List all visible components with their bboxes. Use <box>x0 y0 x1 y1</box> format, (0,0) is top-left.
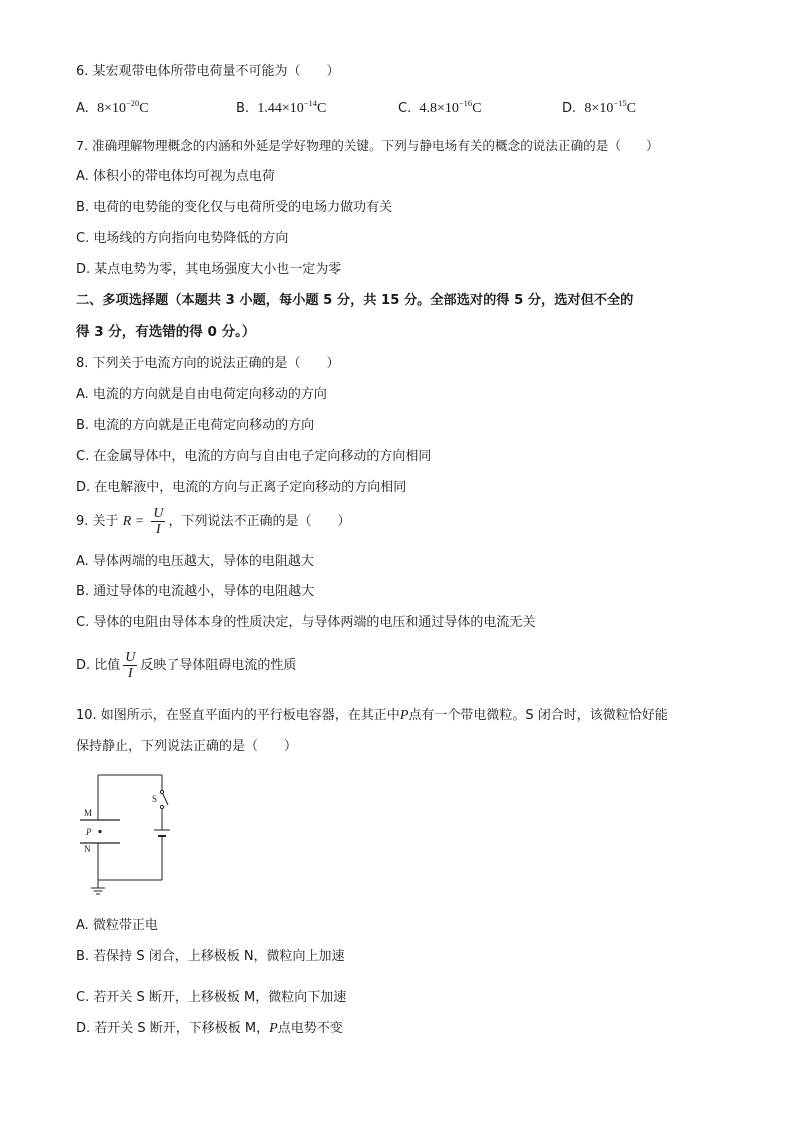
q6-option-a: A. $8\times 10^{-20}C$ <box>76 98 149 116</box>
section-heading-line1: 二、多项选择题（本题共 3 小题，每小题 5 分，共 15 分。全部选对的得 5 分，选对但不全的 <box>76 293 634 308</box>
label-s: S <box>152 794 158 804</box>
q7-stem: 7. 准确理解物理概念的内涵和外延是学好物理的关键。下列与静电场有关的概念的说法正确的是（ ） <box>76 138 659 153</box>
q9-option-a: A. 导体两端的电压越大，导体的电阻越大 <box>76 554 314 569</box>
section-heading-line2: 得 3 分，有选错的得 0 分。） <box>76 324 256 340</box>
q9-option-c: C. 导体的电阻由导体本身的性质决定，与导体两端的电压和通过导体的电流无关 <box>76 615 536 630</box>
q7-option-c: C. 电场线的方向指向电势降低的方向 <box>76 231 289 246</box>
switch-blade <box>162 792 168 805</box>
q10-option-d: D. 若开关 S 断开，下移极板 M，P点电势不变 <box>76 1021 343 1036</box>
q8-stem: 8. 下列关于电流方向的说法正确的是（ ） <box>76 356 340 371</box>
particle-dot <box>98 830 101 833</box>
q10-option-b: B. 若保持 S 闭合，上移极板 N，微粒向上加速 <box>76 949 345 964</box>
q7-option-d: D. 某点电势为零，其电场强度大小也一定为零 <box>76 262 342 277</box>
fraction-u-over-i-d: $\frac{U}{I}$ <box>125 650 136 681</box>
label-n: N <box>84 844 91 854</box>
q8-option-a: A. 电流的方向就是自由电荷定向移动的方向 <box>76 387 327 402</box>
q9-option-b: B. 通过导体的电流越小，导体的电阻越大 <box>76 584 315 599</box>
label-m: M <box>84 808 93 818</box>
formula-r: R = <box>122 514 145 529</box>
q10-option-a: A. 微粒带正电 <box>76 918 158 933</box>
capacitor-circuit-diagram <box>70 770 180 895</box>
q6-option-c: C. $4.8\times 10^{-16}C$ <box>398 98 482 116</box>
q6-stem: 6. 某宏观带电体所带电荷量不可能为（ ） <box>76 64 340 79</box>
q9-stem: 9. 关于 R = $\frac{U}{I}$ ，下列说法不正确的是（ ） <box>76 506 351 537</box>
q6-option-d: D. $8\times 10^{-15}C$ <box>562 98 636 116</box>
q9-option-d: D. 比值 $\frac{U}{I}$ 反映了导体阻碍电流的性质 <box>76 650 297 681</box>
q10-option-c: C. 若开关 S 断开，上移极板 M，微粒向下加速 <box>76 990 347 1005</box>
q7-option-a: A. 体积小的带电体均可视为点电荷 <box>76 169 275 184</box>
q10-stem-line1: 10. 如图所示，在竖直平面内的平行板电容器，在其正中P点有一个带电微粒。S 闭合时，该微粒恰好能 <box>76 708 668 723</box>
switch-contact-bottom <box>160 805 163 808</box>
q8-option-b: B. 电流的方向就是正电荷定向移动的方向 <box>76 418 315 433</box>
q8-option-c: C. 在金属导体中，电流的方向与自由电子定向移动的方向相同 <box>76 449 432 464</box>
q10-stem-line2: 保持静止，下列说法正确的是（ ） <box>76 739 298 754</box>
label-p: P <box>86 827 92 837</box>
q7-option-b: B. 电荷的电势能的变化仅与电荷所受的电场力做功有关 <box>76 200 393 215</box>
switch-contact-top <box>160 790 163 793</box>
q6-option-b: B. $1.44\times 10^{-14}C$ <box>236 98 327 116</box>
fraction-u-over-i: $\frac{U}{I}$ <box>153 506 164 537</box>
q8-option-d: D. 在电解液中，电流的方向与正离子定向移动的方向相同 <box>76 480 407 495</box>
